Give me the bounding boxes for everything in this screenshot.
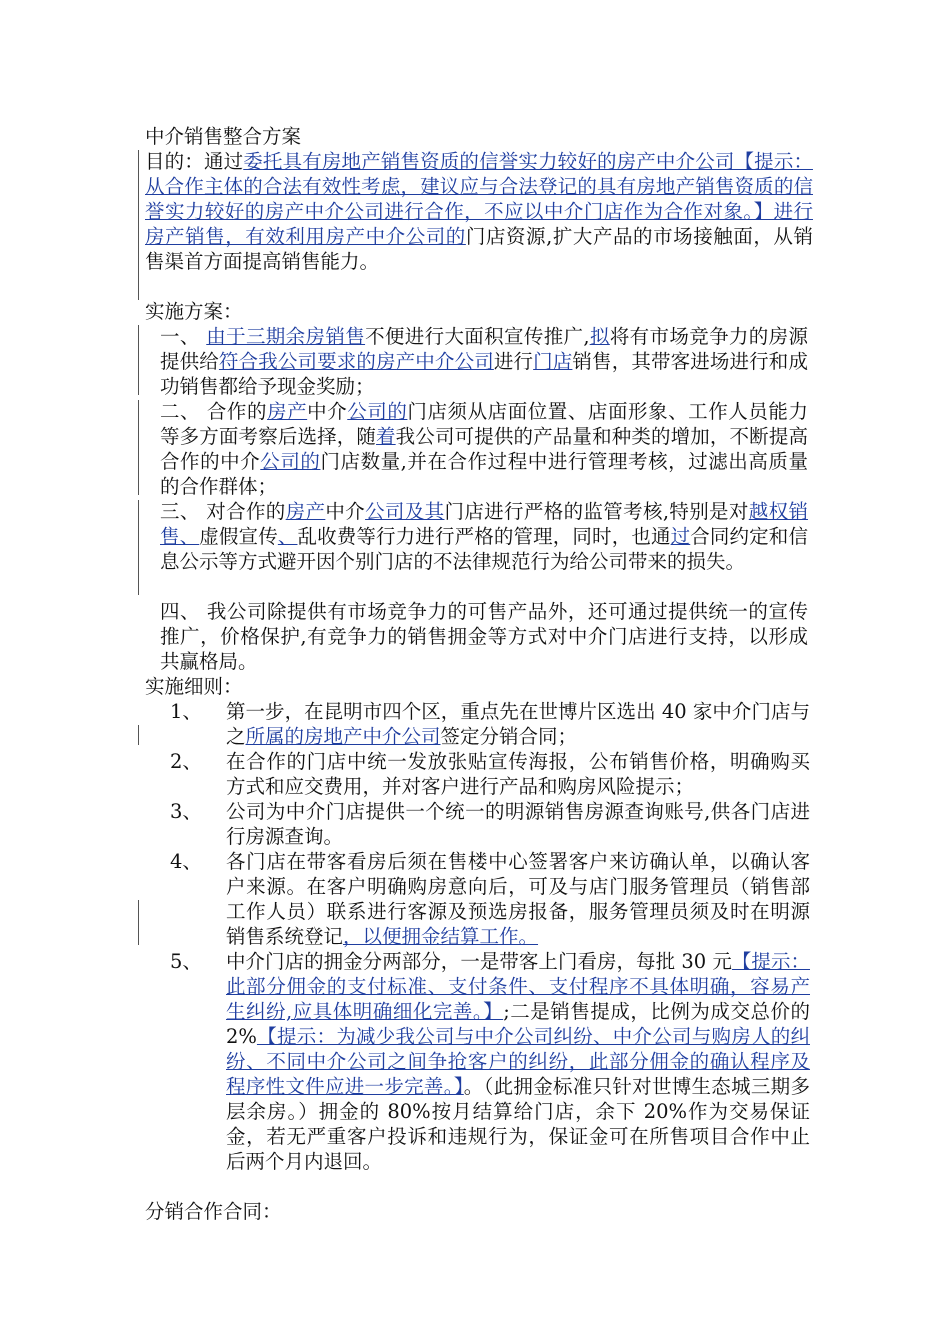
- change-bar: [138, 325, 139, 395]
- plan-text: 合同约定和信息公示等方式避开因个别门店的不法律规范行为给公司带来的损失。: [160, 525, 808, 573]
- plan-text: 门店进行严格的监管考核,特别是对: [444, 500, 749, 523]
- change-bar: [138, 725, 139, 745]
- detail-number: 2、: [170, 750, 202, 773]
- purpose-label: 目的：: [145, 150, 204, 173]
- purpose-paragraph: [145, 149, 813, 274]
- plan-text: 四、 我公司除提供有市场竞争力的可售产品外，还可通过提供统一的宣传推广，价格保护,有竞争力的销售拥金等方式对中介门店进行支持，以形成共赢格局。: [160, 600, 808, 673]
- inserted-text[interactable]: 房产: [285, 500, 326, 523]
- inserted-text[interactable]: 越权销售、: [160, 500, 808, 548]
- plan-item: [160, 599, 808, 674]
- detail-number: 5、: [170, 950, 202, 973]
- inserted-text[interactable]: 委托具有房地产销售资质的信誉实力较好的房产中介公司【提示：从合作主体的合法有效性考虑，建议应与合法登记的具有房地产销售资质的信誉实力较好的房产中介公司进行合作，不应以中介门店作为合作对象。】进行房产销售，有效利用房产中介公司的: [145, 150, 813, 248]
- inserted-text[interactable]: 【提示：为减少我公司与中介公司纠纷、中介公司与购房人的纠纷、不同中介公司之间争抢客户的纠纷，此部分佣金的确认程序及程序性文件应进一步完善。】: [226, 1025, 810, 1098]
- inserted-text[interactable]: 所属的房地产中介公司: [245, 725, 441, 748]
- detail-item: [226, 799, 810, 849]
- detail-text: 。（此拥金标准只针对世博生态城三期多层余房。）拥金的 80%按月结算给门店，余下 20%作为交易保证金，若无严重客户投诉和违规行为，保证金可在所售项目合作中止后两个月内退回。: [226, 1075, 810, 1173]
- detail-text: 在合作的门店中统一发放张贴宣传海报，公布销售价格，明确购买方式和应交费用，并对客户进行产品和购房风险提示；: [226, 750, 810, 798]
- document-title: 中介销售整合方案: [145, 125, 302, 148]
- detail-number: 1、: [170, 700, 202, 723]
- detail-text: 签定分销合同；: [440, 725, 578, 748]
- plan-text: 中介: [325, 500, 366, 523]
- inserted-text[interactable]: 着: [376, 425, 396, 448]
- inserted-text[interactable]: 符合我公司要求的房产中介公司: [218, 350, 494, 373]
- plan-text: 将有市场竞争力的房源提供给: [160, 325, 808, 373]
- purpose-text: 门店资源,扩大产品的市场接触面，从销售渠首方面提高销售能力。: [145, 225, 813, 273]
- detail-item: [226, 949, 810, 1174]
- plan-text: 门店须从店面位置、店面形象、工作人员能力等多方面考察后选择，随: [160, 400, 808, 448]
- plan-text: 三、 对合作的: [160, 500, 286, 523]
- detail-text: 各门店在带客看房后须在售楼中心签署客户来访确认单，以确认客户来源。在客户明确购房意向后，可及与店门服务管理员（销售部工作人员）联系进行客源及预选房报备，服务管理员须及时在明源销售系统登记: [226, 850, 810, 948]
- plan-item: [160, 324, 808, 399]
- detail-number: 4、: [170, 850, 202, 873]
- detail-text: ;二是销售提成，比例为成交总价的 2%: [226, 1000, 810, 1048]
- details-heading: 实施细则：: [145, 675, 243, 698]
- plan-text: 不便进行大面积宣传推广,: [365, 325, 590, 348]
- plan-text: 进行: [493, 350, 534, 373]
- inserted-text[interactable]: 、: [277, 525, 298, 548]
- inserted-text[interactable]: 公司的: [347, 400, 408, 423]
- inserted-text[interactable]: 由于三期余房销售: [206, 325, 366, 348]
- plan-text: 一、: [160, 325, 207, 348]
- change-bar: [138, 900, 139, 945]
- detail-text: 第一步，在昆明市四个区，重点先在世博片区选出 40 家中介门店与之: [226, 700, 810, 748]
- plan-text: 中介: [307, 400, 348, 423]
- change-bar: [138, 150, 139, 300]
- inserted-text[interactable]: 公司及其: [365, 500, 445, 523]
- plan-text: 门店数量,并在合作过程中进行管理考核，过滤出高质量的合作群体；: [160, 450, 808, 498]
- inserted-text[interactable]: 过: [670, 525, 691, 548]
- inserted-text[interactable]: 【提示：此部分佣金的支付标准、支付条件、支付程序不具体明确，容易产生纠纷,应具体明确细化完善。】: [226, 950, 810, 1023]
- plan-text: 二、 合作的: [160, 400, 268, 423]
- plan-item: [160, 399, 808, 499]
- detail-number: 3、: [170, 800, 202, 823]
- inserted-text[interactable]: 门店: [533, 350, 573, 373]
- detail-item: [226, 699, 810, 749]
- plan-text: 销售，其带客进场进行和成功销售都给予现金奖励；: [160, 350, 808, 398]
- contract-heading: 分销合作合同：: [145, 1200, 282, 1223]
- inserted-text[interactable]: 房产: [267, 400, 308, 423]
- detail-item: [226, 849, 810, 949]
- detail-text: 中介门店的拥金分两部分，一是带客上门看房，每批 30 元: [226, 950, 732, 973]
- inserted-text[interactable]: ，以便拥金结算工作。: [343, 925, 539, 948]
- inserted-text[interactable]: 拟: [589, 325, 610, 348]
- change-bar: [138, 500, 139, 595]
- purpose-text: 通过: [203, 150, 244, 173]
- change-bar: [138, 400, 139, 495]
- plan-heading: 实施方案：: [145, 300, 243, 323]
- plan-text: 乱收费等行力进行严格的管理，同时，也通: [297, 525, 671, 548]
- inserted-text[interactable]: 公司的: [260, 450, 321, 473]
- plan-text: 虚假宣传: [199, 525, 278, 548]
- plan-text: 我公司可提供的产品量和种类的增加，不断提高合作的中介: [160, 425, 808, 473]
- detail-item: [226, 749, 810, 799]
- plan-item: [160, 499, 808, 574]
- detail-text: 公司为中介门店提供一个统一的明源销售房源查询账号,供各门店进行房源查询。: [226, 800, 810, 848]
